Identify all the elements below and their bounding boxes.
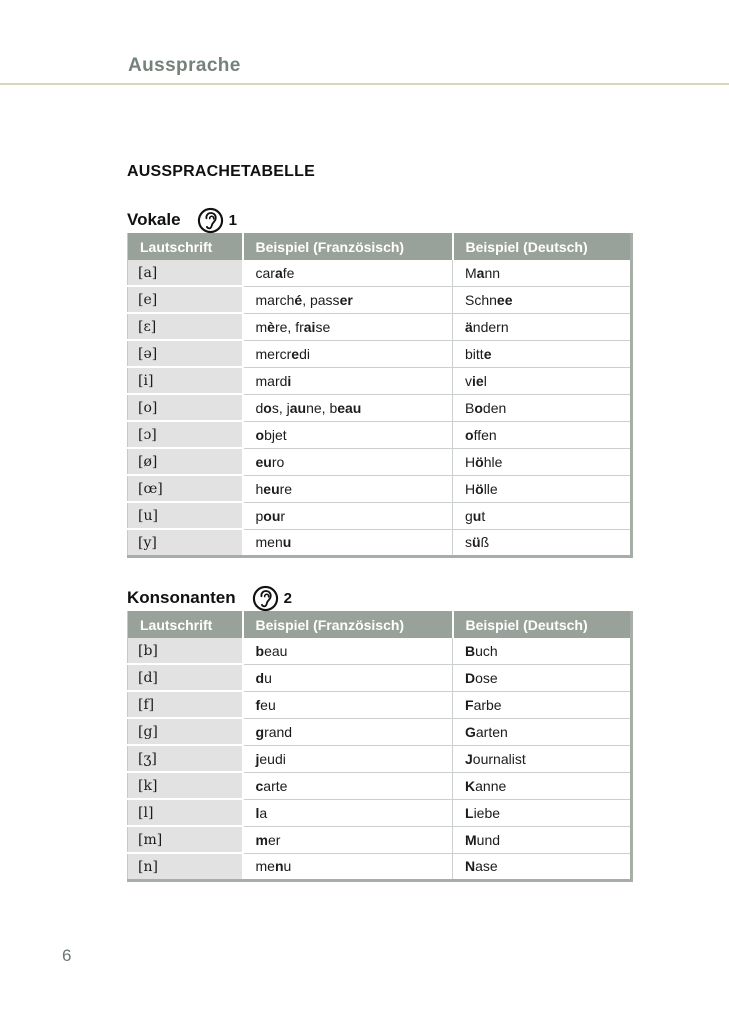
- chapter-title: Aussprache: [128, 55, 241, 76]
- cell-deutsch: Höhle: [453, 448, 632, 475]
- cell-deutsch: Liebe: [453, 799, 632, 826]
- table-row: [128, 394, 632, 421]
- col-header-lautschrift: Lautschrift: [128, 611, 243, 638]
- col-header-deutsch: Beispiel (Deutsch): [453, 233, 632, 260]
- cell-lautschrift: [u]: [128, 502, 243, 529]
- cell-lautschrift: [i]: [128, 367, 243, 394]
- cell-franzoesisch: carte: [243, 772, 453, 799]
- table-row: [128, 448, 632, 475]
- cell-franzoesisch: heure: [243, 475, 453, 502]
- table-row: [128, 638, 632, 664]
- cell-franzoesisch: euro: [243, 448, 453, 475]
- table-row: [128, 745, 632, 772]
- cell-lautschrift: [ɔ]: [128, 421, 243, 448]
- cell-deutsch: Dose: [453, 664, 632, 691]
- cell-lautschrift: [ə]: [128, 340, 243, 367]
- konsonanten-table: [127, 611, 633, 882]
- section-heading-konsonanten: [127, 585, 631, 611]
- col-header-lautschrift: Lautschrift: [128, 233, 243, 260]
- table-row: [128, 421, 632, 448]
- col-header-deutsch: Beispiel (Deutsch): [453, 611, 632, 638]
- table-row: [128, 340, 632, 367]
- page-title: AUSSPRACHETABELLE: [127, 163, 316, 180]
- table-row: [128, 826, 632, 853]
- cell-lautschrift: [o]: [128, 394, 243, 421]
- cell-deutsch: Schnee: [453, 286, 632, 313]
- table-row: [128, 853, 632, 881]
- table-row: [128, 772, 632, 799]
- cell-lautschrift: [g]: [128, 718, 243, 745]
- table-row: [128, 367, 632, 394]
- section-heading-label: Konsonanten: [127, 588, 236, 607]
- audio-track-number: 1: [228, 211, 237, 229]
- cell-deutsch: Buch: [453, 638, 632, 664]
- table-row: [128, 313, 632, 340]
- cell-lautschrift: [ø]: [128, 448, 243, 475]
- cell-franzoesisch: menu: [243, 853, 453, 881]
- section-heading-vokale: [127, 207, 631, 233]
- table-header-row: [128, 233, 632, 260]
- cell-deutsch: Journalist: [453, 745, 632, 772]
- table-header-row: [128, 611, 632, 638]
- cell-franzoesisch: mardi: [243, 367, 453, 394]
- page-number: 6: [62, 946, 72, 965]
- header-rule: [0, 83, 729, 85]
- cell-lautschrift: [k]: [128, 772, 243, 799]
- cell-franzoesisch: mère, fraise: [243, 313, 453, 340]
- cell-lautschrift: [e]: [128, 286, 243, 313]
- cell-deutsch: Mund: [453, 826, 632, 853]
- cell-lautschrift: [n]: [128, 853, 243, 881]
- cell-lautschrift: [œ]: [128, 475, 243, 502]
- cell-deutsch: Boden: [453, 394, 632, 421]
- cell-deutsch: Farbe: [453, 691, 632, 718]
- cell-deutsch: viel: [453, 367, 632, 394]
- col-header-franzoesisch: Beispiel (Französisch): [243, 611, 453, 638]
- page-content: [127, 163, 631, 882]
- cell-lautschrift: [b]: [128, 638, 243, 664]
- table-row: [128, 260, 632, 286]
- cell-franzoesisch: marché, passer: [243, 286, 453, 313]
- cell-deutsch: bitte: [453, 340, 632, 367]
- cell-lautschrift: [l]: [128, 799, 243, 826]
- cell-deutsch: ändern: [453, 313, 632, 340]
- table-row: [128, 286, 632, 313]
- col-header-franzoesisch: Beispiel (Französisch): [243, 233, 453, 260]
- cell-franzoesisch: mercredi: [243, 340, 453, 367]
- cell-franzoesisch: pour: [243, 502, 453, 529]
- table-row: [128, 529, 632, 557]
- cell-franzoesisch: dos, jaune, beau: [243, 394, 453, 421]
- cell-franzoesisch: carafe: [243, 260, 453, 286]
- cell-franzoesisch: feu: [243, 691, 453, 718]
- cell-deutsch: Nase: [465, 858, 498, 875]
- ear-audio-icon: [252, 585, 279, 612]
- cell-franzoesisch: menu: [243, 529, 453, 557]
- ear-audio-icon: [197, 207, 224, 234]
- cell-lautschrift: [ɛ]: [128, 313, 243, 340]
- table-row: [128, 691, 632, 718]
- cell-lautschrift: [y]: [128, 529, 243, 557]
- section-heading-label: Vokale: [127, 210, 181, 229]
- cell-lautschrift: [f]: [128, 691, 243, 718]
- table-row: [128, 475, 632, 502]
- cell-franzoesisch: du: [243, 664, 453, 691]
- vokale-table: [127, 233, 633, 558]
- cell-deutsch: süß: [465, 534, 490, 551]
- cell-franzoesisch: objet: [243, 421, 453, 448]
- cell-deutsch: Garten: [453, 718, 632, 745]
- cell-franzoesisch: grand: [243, 718, 453, 745]
- table-row: [128, 718, 632, 745]
- table-row: [128, 502, 632, 529]
- cell-franzoesisch: la: [243, 799, 453, 826]
- audio-track-number: 2: [283, 589, 292, 607]
- cell-lautschrift: [d]: [128, 664, 243, 691]
- cell-deutsch: Mann: [453, 260, 632, 286]
- table-row: [128, 664, 632, 691]
- cell-deutsch: gut: [453, 502, 632, 529]
- cell-lautschrift: [m]: [128, 826, 243, 853]
- cell-franzoesisch: jeudi: [243, 745, 453, 772]
- cell-lautschrift: [a]: [128, 260, 243, 286]
- table-row: [128, 799, 632, 826]
- cell-franzoesisch: beau: [243, 638, 453, 664]
- cell-deutsch: Kanne: [453, 772, 632, 799]
- cell-deutsch: Hölle: [453, 475, 632, 502]
- cell-franzoesisch: mer: [243, 826, 453, 853]
- cell-deutsch: offen: [453, 421, 632, 448]
- cell-lautschrift: [ʒ]: [128, 745, 243, 772]
